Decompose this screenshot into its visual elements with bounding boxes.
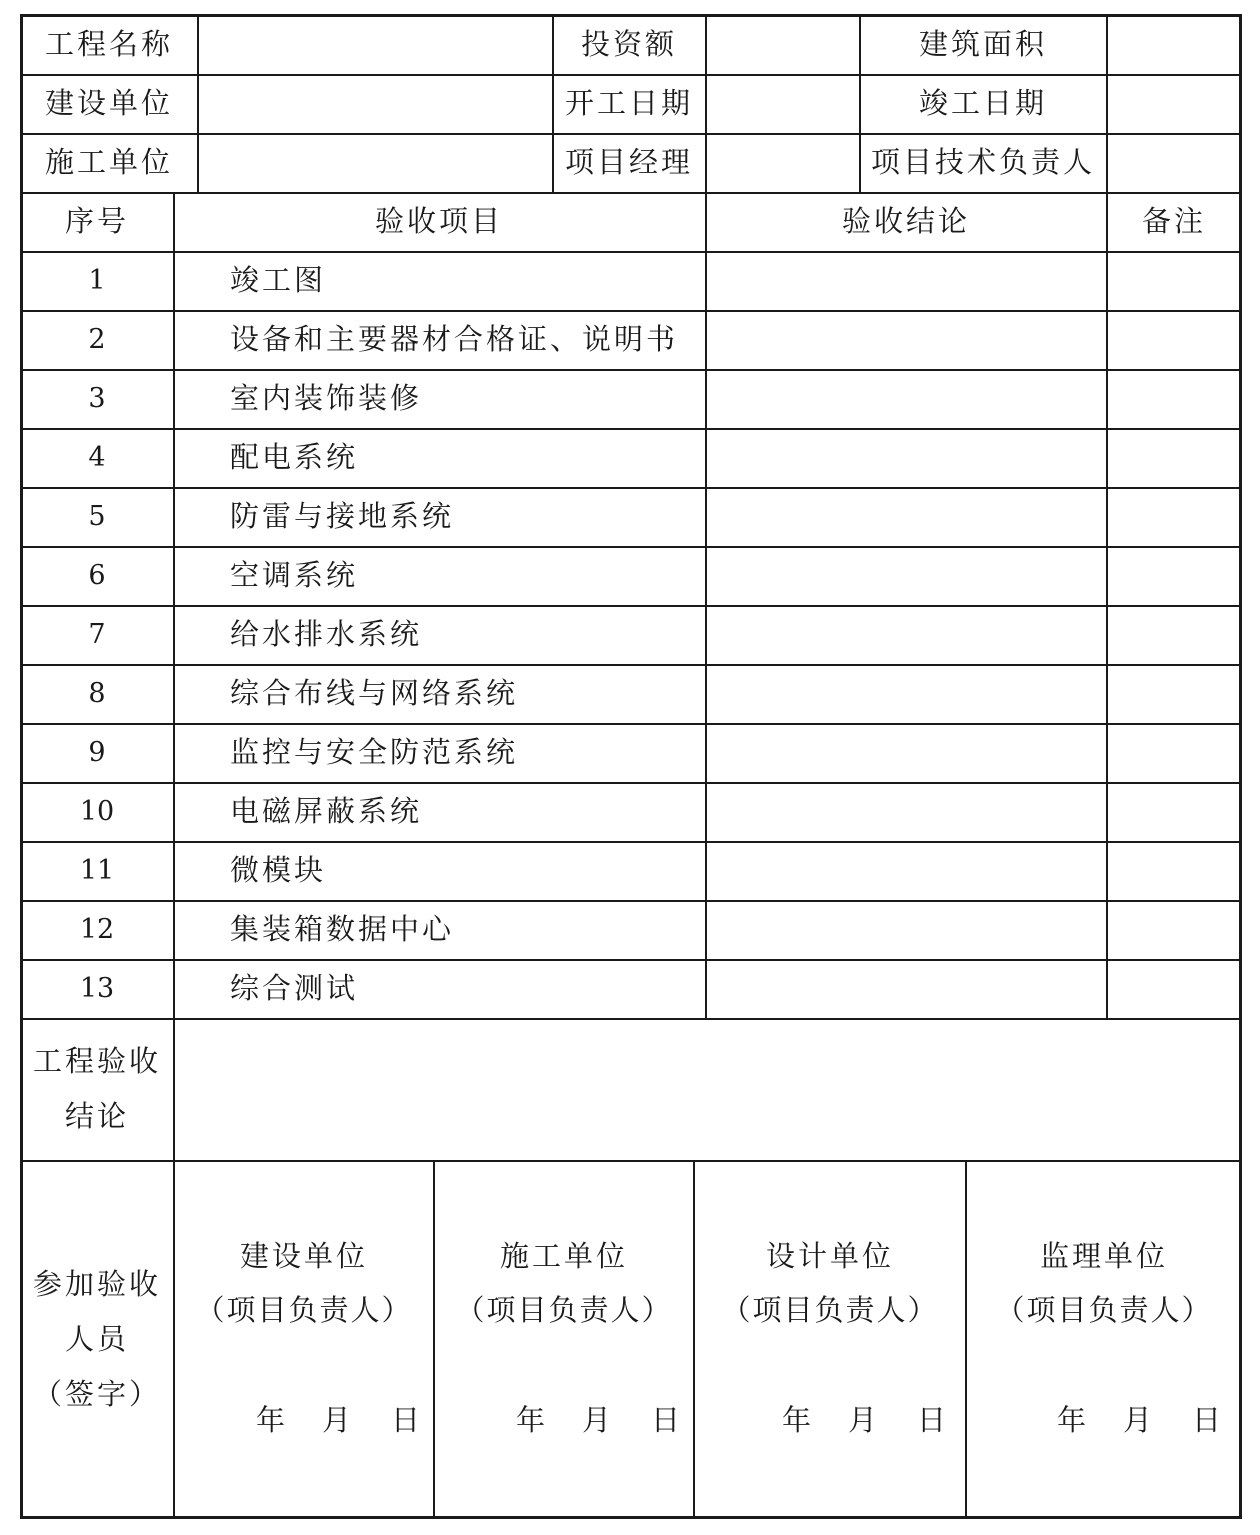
signature-role: （项目负责人） — [455, 1293, 673, 1327]
item-name: 设备和主要器材合格证、说明书 — [230, 322, 679, 356]
signature-month: 月 — [1123, 1403, 1156, 1437]
item-name: 集装箱数据中心 — [230, 912, 455, 946]
technical-lead-label: 项目技术负责人 — [870, 145, 1096, 179]
signature-role: （项目负责人） — [721, 1293, 939, 1327]
signature-month: 月 — [582, 1403, 615, 1437]
signature-year: 年 — [1057, 1403, 1090, 1437]
grid-line — [693, 1160, 695, 1519]
grid-line — [20, 841, 1242, 843]
signature-unit: 设计单位 — [765, 1239, 895, 1273]
signature-unit: 施工单位 — [499, 1239, 629, 1273]
grid-line — [20, 1160, 1242, 1162]
grid-line — [197, 14, 199, 193]
grid-line — [20, 664, 1242, 666]
grid-line — [20, 133, 1242, 135]
item-name: 微模块 — [230, 853, 327, 887]
grid-line — [20, 428, 1242, 430]
grid-line — [1106, 14, 1108, 1019]
grid-line — [20, 723, 1242, 725]
item-seq: 6 — [88, 560, 106, 591]
grid-line — [859, 14, 861, 193]
item-column-header: 验收项目 — [374, 204, 504, 238]
item-seq: 4 — [88, 442, 106, 473]
signature-year: 年 — [782, 1403, 815, 1437]
item-seq: 12 — [79, 914, 115, 945]
item-seq: 13 — [79, 973, 115, 1004]
grid-line — [20, 605, 1242, 607]
grid-line — [20, 369, 1242, 371]
item-name: 监控与安全防范系统 — [230, 735, 519, 769]
signature-year: 年 — [256, 1403, 289, 1437]
item-name: 给水排水系统 — [230, 617, 423, 651]
item-seq: 1 — [88, 265, 106, 296]
grid-line — [20, 251, 1242, 253]
building-area-label: 建筑面积 — [918, 27, 1048, 61]
item-name: 综合布线与网络系统 — [230, 676, 519, 710]
item-seq: 8 — [88, 678, 106, 709]
signature-unit: 建设单位 — [239, 1239, 369, 1273]
item-seq: 7 — [88, 619, 106, 650]
client-unit-label: 建设单位 — [44, 86, 174, 120]
investment-label: 投资额 — [580, 27, 678, 61]
project-manager-label: 项目经理 — [564, 145, 694, 179]
participants-label-line3: （签字） — [32, 1377, 162, 1411]
project-name-label: 工程名称 — [44, 27, 174, 61]
completion-date-label: 竣工日期 — [918, 86, 1048, 120]
signature-year: 年 — [516, 1403, 549, 1437]
grid-line — [965, 1160, 967, 1519]
signature-day: 日 — [1192, 1403, 1225, 1437]
item-name: 空调系统 — [230, 558, 359, 592]
signature-month: 月 — [322, 1403, 355, 1437]
seq-column-header: 序号 — [64, 204, 130, 238]
participants-label-line1: 参加验收 — [32, 1267, 162, 1301]
item-name: 竣工图 — [230, 263, 327, 297]
item-name: 防雷与接地系统 — [230, 499, 455, 533]
item-seq: 10 — [79, 796, 115, 827]
grid-line — [20, 192, 1242, 194]
grid-line — [20, 900, 1242, 902]
grid-line — [20, 487, 1242, 489]
item-seq: 5 — [88, 501, 106, 532]
item-seq: 9 — [88, 737, 106, 768]
grid-line — [20, 310, 1242, 312]
signature-day: 日 — [391, 1403, 424, 1437]
item-seq: 11 — [79, 855, 115, 886]
contractor-label: 施工单位 — [44, 145, 174, 179]
grid-line — [705, 14, 707, 1019]
signature-day: 日 — [651, 1403, 684, 1437]
grid-line — [20, 1018, 1242, 1020]
item-name: 室内装饰装修 — [230, 381, 423, 415]
signature-role: （项目负责人） — [195, 1293, 413, 1327]
item-name: 电磁屏蔽系统 — [230, 794, 423, 828]
remark-column-header: 备注 — [1141, 204, 1207, 238]
grid-line — [433, 1160, 435, 1519]
grid-line — [20, 782, 1242, 784]
item-seq: 3 — [88, 383, 106, 414]
grid-line — [20, 546, 1242, 548]
signature-day: 日 — [917, 1403, 950, 1437]
conclusion-label-line2: 结论 — [64, 1099, 130, 1133]
item-name: 配电系统 — [230, 440, 359, 474]
item-seq: 2 — [88, 324, 106, 355]
grid-line — [20, 74, 1242, 76]
conclusion-column-header: 验收结论 — [841, 204, 971, 238]
participants-label-line2: 人员 — [64, 1322, 130, 1356]
start-date-label: 开工日期 — [564, 86, 694, 120]
signature-role: （项目负责人） — [995, 1293, 1213, 1327]
grid-line — [173, 192, 175, 1519]
grid-line — [20, 959, 1242, 961]
signature-month: 月 — [848, 1403, 881, 1437]
conclusion-label-line1: 工程验收 — [32, 1044, 162, 1078]
item-name: 综合测试 — [230, 971, 359, 1005]
signature-unit: 监理单位 — [1039, 1239, 1169, 1273]
grid-line — [552, 14, 554, 193]
